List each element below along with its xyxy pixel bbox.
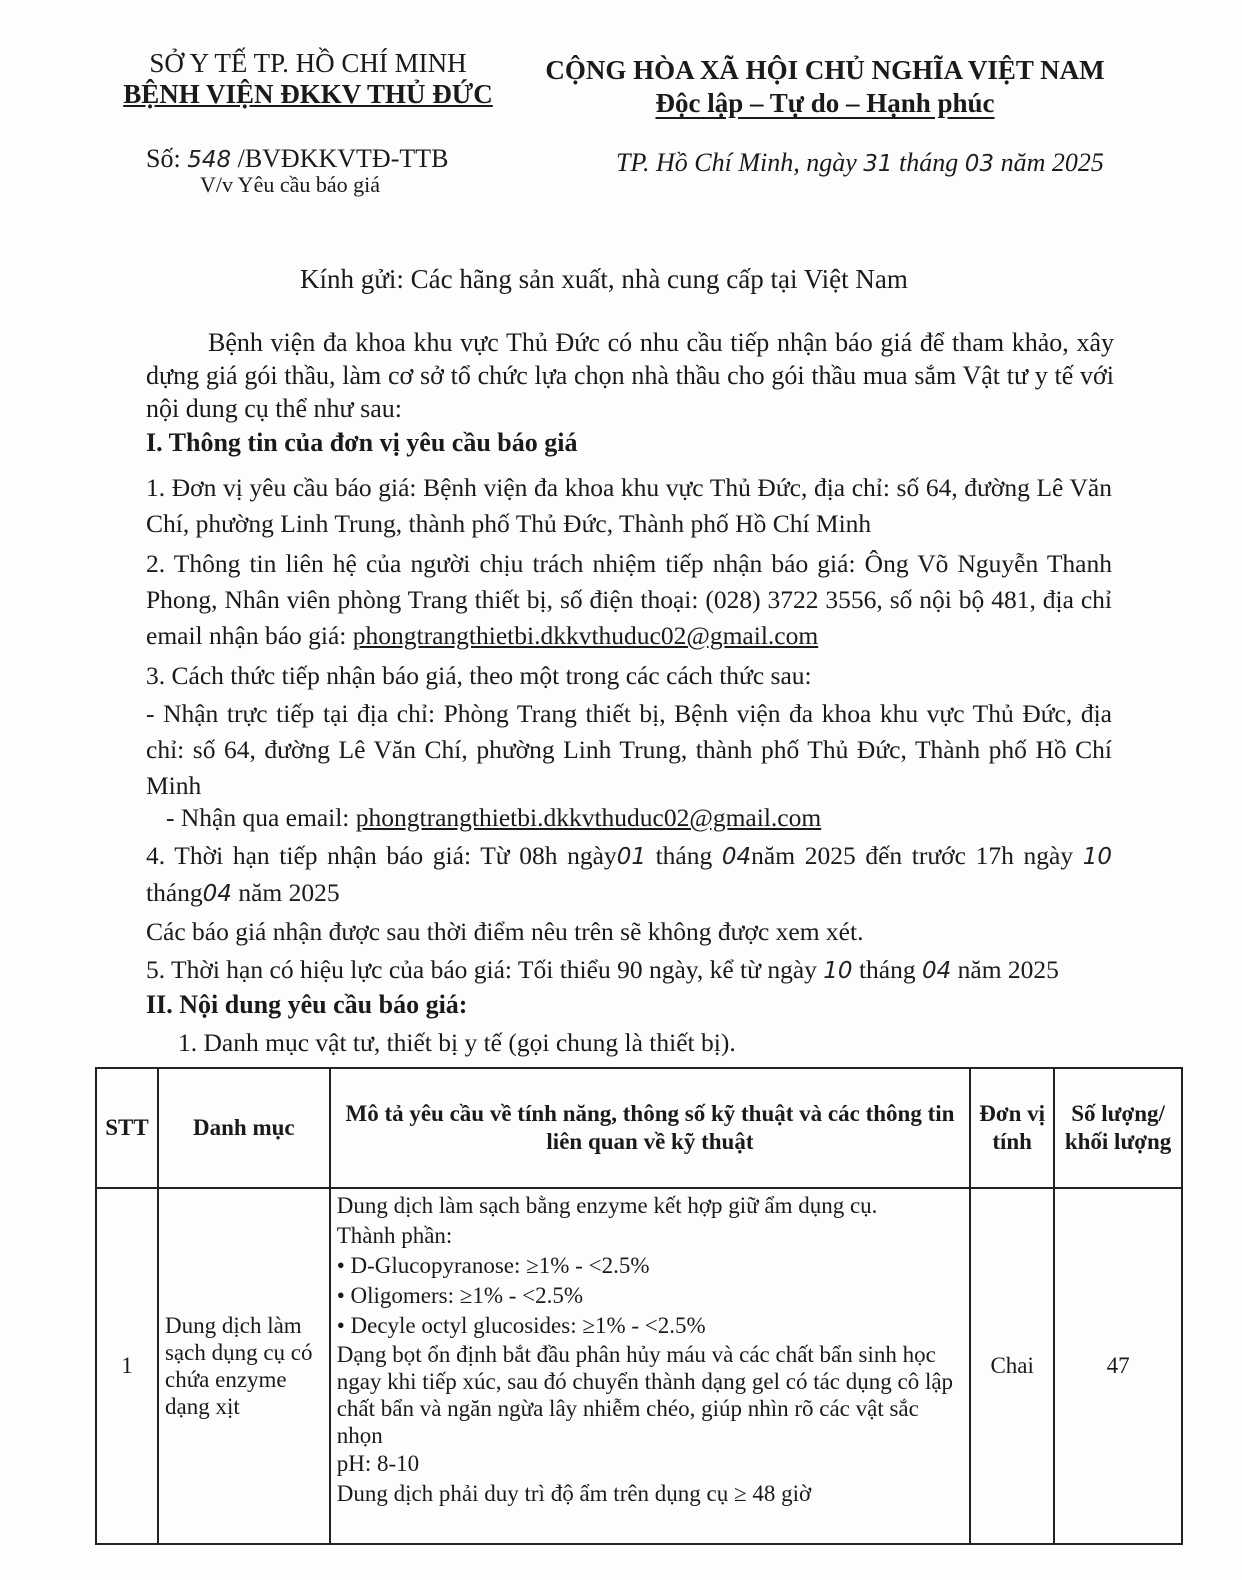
section-2-sub-1: 1. Danh mục vật tư, thiết bị y tế (gọi chung là thiết bị). bbox=[178, 1028, 736, 1057]
issuing-organization bbox=[118, 48, 498, 110]
header-name: Danh mục bbox=[158, 1068, 330, 1188]
handwritten-month: 03 bbox=[964, 151, 995, 177]
table-header-row bbox=[96, 1068, 1182, 1188]
row-quantity: 47 bbox=[1054, 1188, 1182, 1544]
section-1-item-5: 5. Thời hạn có hiệu lực của báo giá: Tối thiểu 90 ngày, kể từ ngày 10 tháng 04 năm 2025 bbox=[146, 955, 1059, 984]
org-parent: SỞ Y TẾ TP. HỒ CHÍ MINH bbox=[149, 48, 467, 78]
document-date: TP. Hồ Chí Minh, ngày 31 tháng 03 năm 2025 bbox=[616, 148, 1104, 177]
nation-name: CỘNG HÒA XÃ HỘI CHỦ NGHĨA VIỆT NAM bbox=[545, 55, 1105, 85]
table-row bbox=[96, 1188, 1182, 1544]
row-stt: 1 bbox=[96, 1188, 158, 1544]
national-motto: Độc lập – Tự do – Hạnh phúc bbox=[655, 88, 995, 118]
row-description: Dung dịch làm sạch bằng enzyme kết hợp giữ ẩm dụng cụ. Thành phần: • D-Glucopyranose: ≥1% - <2.5% • Oligomers: ≥1% - <2.5% • Decyle octyl glucosides: ≥1% - <2.5% Dạng bọt ổn định bắt đầu phân hủy máu và các chất bẩn sinh học ngay khi tiếp xúc, sau đó chuyển thành dạng gel có tác dụng cô lập chất bẩn và ngăn ngừa lây nhiễm chéo, giúp nhìn rõ các vật sắc nhọn pH: 8-10 Dung dịch phải duy trì độ ẩm trên dụng cụ ≥ 48 giờ bbox=[330, 1188, 971, 1544]
handwritten-number: 548 bbox=[187, 147, 232, 173]
header-description: Mô tả yêu cầu về tính năng, thông số kỹ thuật và các thông tin liên quan về kỹ thuật bbox=[330, 1068, 971, 1188]
handwritten-day: 31 bbox=[863, 151, 893, 177]
section-1-title: I. Thông tin của đơn vị yêu cầu báo giá bbox=[146, 428, 578, 457]
header-quantity: Số lượng/ khối lượng bbox=[1054, 1068, 1182, 1188]
row-name: Dung dịch làm sạch dụng cụ có chứa enzyme dạng xịt bbox=[158, 1188, 330, 1544]
section-1-item-3b: - Nhận qua email: phongtrangthietbi.dkkvthuduc02@gmail.com bbox=[166, 803, 822, 832]
recipient-greeting: Kính gửi: Các hãng sản xuất, nhà cung cấp tại Việt Nam bbox=[300, 264, 908, 294]
intro-paragraph: Bệnh viện đa khoa khu vực Thủ Đức có nhu cầu tiếp nhận báo giá để tham khảo, xây dựng giá gói thầu, làm cơ sở tổ chức lựa chọn nhà thầu cho gói thầu mua sắm Vật tư y tế với nội dung cụ thể như sau: bbox=[146, 328, 1114, 423]
email-link-2[interactable]: phongtrangthietbi.dkkvthuduc02@gmail.com bbox=[355, 803, 822, 832]
header-stt: STT bbox=[96, 1068, 158, 1188]
section-1-item-3a: - Nhận trực tiếp tại địa chỉ: Phòng Trang thiết bị, Bệnh viện đa khoa khu vực Thủ Đức, địa chỉ: số 64, đường Lê Văn Chí, phường Linh Trung, thành phố Thủ Đức, Thành phố Hồ Chí Minh bbox=[146, 699, 1112, 800]
section-1-item-2: 2. Thông tin liên hệ của người chịu trách nhiệm tiếp nhận báo giá: Ông Võ Nguyễn Thanh Phong, Nhân viên phòng Trang thiết bị, số điện thoại: (028) 3722 3556, số nội bộ 481, địa chỉ email nhận báo giá: phongtrangthietbi.dkkvthuduc02@gmail.com bbox=[146, 549, 1112, 650]
section-1-note: Các báo giá nhận được sau thời điểm nêu trên sẽ không được xem xét. bbox=[146, 917, 864, 946]
document-subject: V/v Yêu cầu báo giá bbox=[200, 172, 381, 197]
requirements-table bbox=[95, 1067, 1183, 1545]
national-heading bbox=[540, 54, 1110, 120]
header-unit: Đơn vị tính bbox=[970, 1068, 1054, 1188]
email-link[interactable]: phongtrangthietbi.dkkvthuduc02@gmail.com bbox=[352, 621, 819, 650]
org-name: BỆNH VIỆN ĐKKV THỦ ĐỨC bbox=[123, 79, 493, 109]
row-unit: Chai bbox=[970, 1188, 1054, 1544]
section-1-item-4: 4. Thời hạn tiếp nhận báo giá: Từ 08h ngày01 tháng 04năm 2025 đến trước 17h ngày 10 tháng04 năm 2025 bbox=[146, 841, 1112, 907]
section-1-item-3: 3. Cách thức tiếp nhận báo giá, theo một trong các cách thức sau: bbox=[146, 661, 812, 690]
section-1-item-1: 1. Đơn vị yêu cầu báo giá: Bệnh viện đa khoa khu vực Thủ Đức, địa chỉ: số 64, đường Lê Văn Chí, phường Linh Trung, thành phố Thủ Đức, Thành phố Hồ Chí Minh bbox=[146, 473, 1112, 538]
section-2-title: II. Nội dung yêu cầu báo giá: bbox=[146, 990, 468, 1019]
document-number: Số: 548 /BVĐKKVTĐ-TTB bbox=[146, 144, 449, 173]
